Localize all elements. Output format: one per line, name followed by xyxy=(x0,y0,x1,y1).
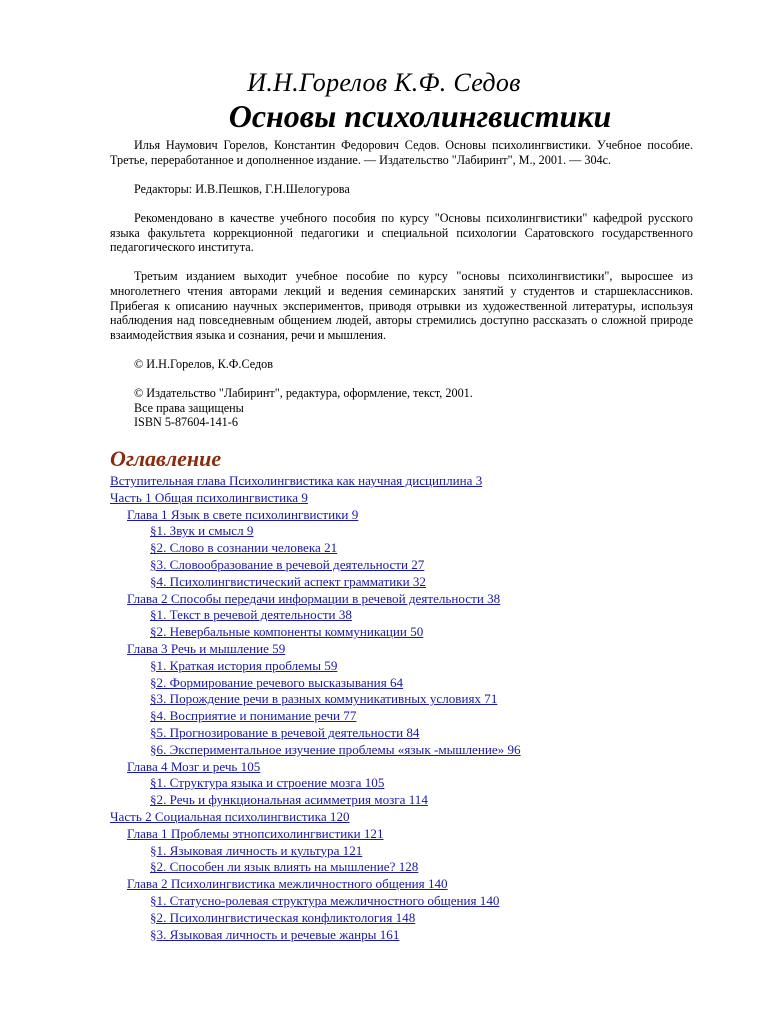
isbn-line: ISBN 5-87604-141-6 xyxy=(134,415,238,430)
toc-link[interactable]: Глава 2 Психолингвистика межличностного общения 140 xyxy=(127,876,448,892)
toc-link[interactable]: §2. Речь и функциональная асимметрия мозга 114 xyxy=(150,792,428,808)
toc-link[interactable]: §2. Формирование речевого высказывания 64 xyxy=(150,674,404,690)
toc-link[interactable]: §2. Способен ли язык влиять на мышление? 128 xyxy=(150,859,419,875)
toc-link[interactable]: §4. Восприятие и понимание речи 77 xyxy=(150,708,357,724)
toc-link[interactable]: Глава 3 Речь и мышление 59 xyxy=(127,640,286,656)
book-title: Основы психолингвистики xyxy=(228,98,612,134)
toc-link[interactable]: Часть 1 Общая психолингвистика 9 xyxy=(110,489,308,505)
toc-link[interactable]: §4. Психолингвистический аспект грамматики 32 xyxy=(150,573,426,589)
toc-heading: Оглавление xyxy=(110,446,222,471)
toc-link[interactable]: §3. Словообразование в речевой деятельности 27 xyxy=(150,556,425,572)
toc-link[interactable]: §1. Текст в речевой деятельности 38 xyxy=(150,607,352,623)
rights-line: Все права защищены xyxy=(134,400,244,415)
editors-line: Редакторы: И.В.Пешков, Г.Н.Шелогурова xyxy=(134,181,350,196)
toc-link[interactable]: Глава 1 Язык в свете психолингвистики 9 xyxy=(127,506,359,522)
copyright-authors: © И.Н.Горелов, К.Ф.Седов xyxy=(134,356,274,371)
toc-link[interactable]: §1. Статусно-ролевая структура межличностного общения 140 xyxy=(150,892,500,908)
toc-link[interactable]: §6. Экспериментальное изучение проблемы «язык -мышление» 96 xyxy=(150,741,521,757)
toc-link[interactable]: §5. Прогнозирование в речевой деятельности 84 xyxy=(150,724,420,740)
description-block xyxy=(110,138,693,430)
toc-link[interactable]: Глава 1 Проблемы этнопсихолингвистики 121 xyxy=(127,825,384,841)
citation-paragraph: Илья Наумович Горелов, Константин Федорович Седов. Основы психолингвистики. Учебное пособие. Третье, переработанное и дополненное издание. — Издательство "Лабиринт", М., 2001. — 304с. xyxy=(110,138,693,167)
toc-link[interactable]: §2. Невербальные компоненты коммуникации 50 xyxy=(150,624,424,640)
toc-link[interactable]: §2. Психолингвистическая конфликтология 148 xyxy=(150,909,416,925)
toc-link[interactable]: Глава 4 Мозг и речь 105 xyxy=(127,758,261,774)
table-of-contents xyxy=(110,473,710,943)
toc-link[interactable]: §1. Звук и смысл 9 xyxy=(150,523,254,539)
recommendation-paragraph: Рекомендовано в качестве учебного пособия по курсу "Основы психолингвистики" кафедрой русского языка факультета коррекционной педагогики и специальной психологии Саратовского государственного педагогического института. xyxy=(110,210,693,255)
toc-link[interactable]: §2. Слово в сознании человека 21 xyxy=(150,540,338,556)
toc-link[interactable]: §3. Языковая личность и речевые жанры 161 xyxy=(150,926,400,942)
toc-link[interactable]: §3. Порождение речи в разных коммуникативных условиях 71 xyxy=(150,691,498,707)
toc-link[interactable]: §1. Краткая история проблемы 59 xyxy=(150,657,338,673)
copyright-publisher: © Издательство "Лабиринт", редактура, оформление, текст, 2001. xyxy=(134,386,473,401)
toc-link[interactable]: Глава 2 Способы передачи информации в речевой деятельности 38 xyxy=(127,590,501,606)
abstract-paragraph: Третьим изданием выходит учебное пособие по курсу "основы психолингвистики", выросшее из многолетнего чтения авторами лекций и ведения семинарских занятий у студентов и старшеклассников. Прибегая к описанию научных экспериментов, приводя отрывки из художественной литературы, используя наблюдения над повседневным общением людей, авторы стремились доступно рассказать о сложной природе взаимодействия языка и сознания, речи и мышления. xyxy=(110,269,693,342)
toc-link[interactable]: Часть 2 Социальная психолингвистика 120 xyxy=(110,808,350,824)
authors-heading: И.Н.Горелов К.Ф. Седов xyxy=(247,68,521,97)
toc-link[interactable]: §1. Языковая личность и культура 121 xyxy=(150,842,363,858)
toc-link[interactable]: §1. Структура языка и строение мозга 105 xyxy=(150,775,385,791)
toc-link[interactable]: Вступительная глава Психолингвистика как научная дисциплина 3 xyxy=(110,473,483,488)
